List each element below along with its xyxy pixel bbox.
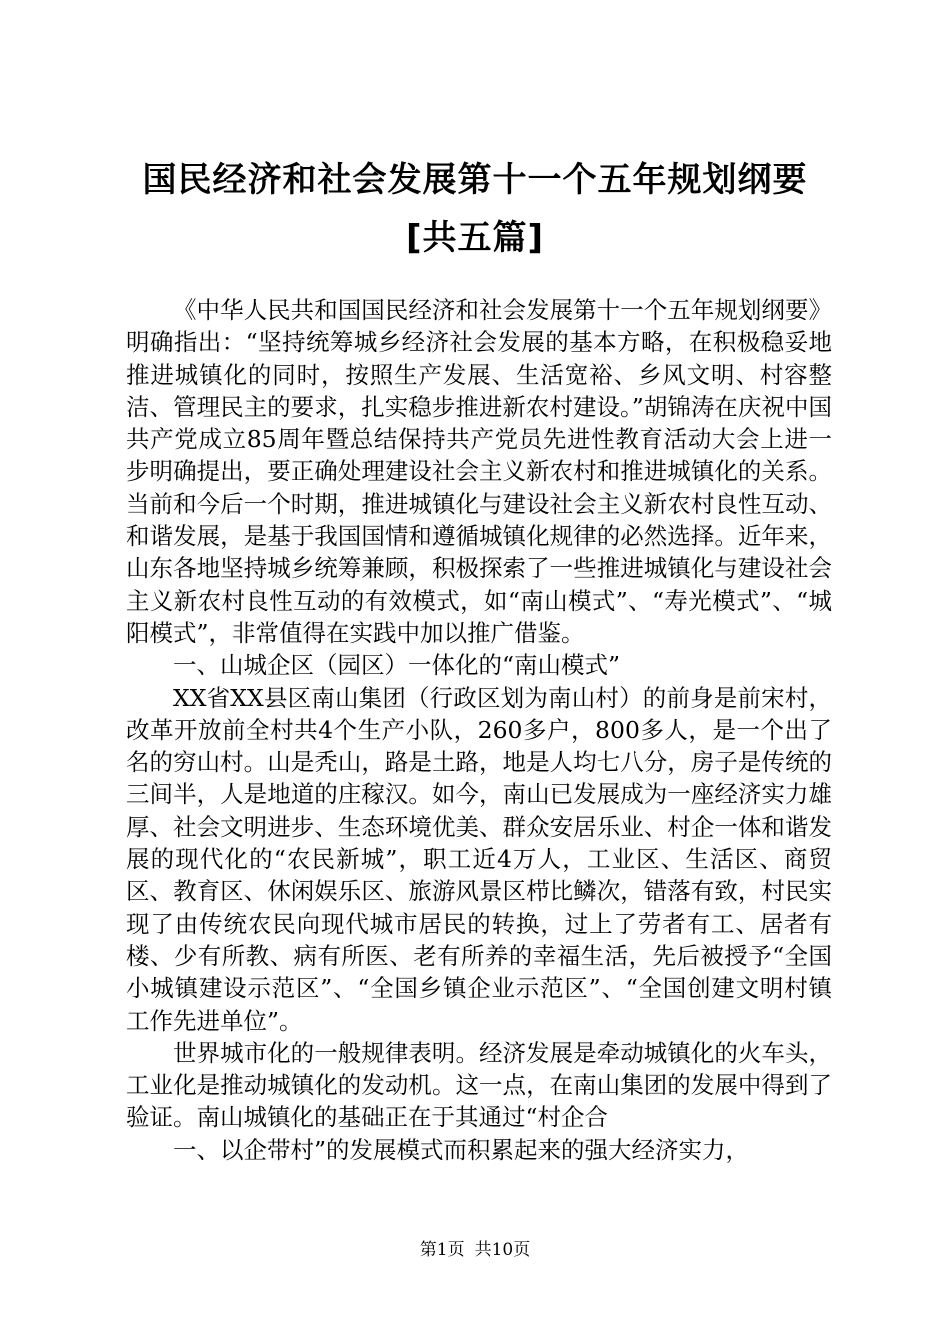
page-footer — [0, 1239, 950, 1261]
document-body — [126, 294, 832, 1166]
paragraph-intro: 《中华人民共和国国民经济和社会发展第十一个五年规划纲要》明确指出：“坚持统筹城乡经济社会发展的基本方略，在积极稳妥地推进城镇化的同时，按照生产发展、生活宽裕、乡风文明、村容整洁、管理民主的要求，扎实稳步推进新农村建设。”胡锦涛在庆祝中国共产党成立85周年暨总结保持共产党员先进性教育活动大会上进一步明确提出，要正确处理建设社会主义新农村和推进城镇化的关系。当前和今后一个时期，推进城镇化与建设社会主义新农村良性互动、和谐发展，是基于我国国情和遵循城镇化规律的必然选择。近年来，山东各地坚持城乡统筹兼顾，积极探索了一些推进城镇化与建设社会主义新农村良性互动的有效模式，如“南山模式”、“寿光模式”、“城阳模式”，非常值得在实践中加以推广借鉴。 — [126, 296, 832, 647]
paragraph-continuation: 一、以企带村”的发展模式而积累起来的强大经济实力， — [173, 1135, 750, 1164]
document-title-subtitle: [共五篇] — [405, 218, 545, 258]
document-title: 国民经济和社会发展第十一个五年规划纲要 — [142, 160, 808, 200]
section-heading-nanshan: 一、山城企区（园区）一体化的“南山模式” — [173, 651, 621, 680]
current-page-number: 第1页 — [419, 1240, 465, 1260]
paragraph-nanshan-history: XX省XX县区南山集团（行政区划为南山村）的前身是前宋村，改革开放前全村共4个生产小队，260多户，800多人，是一个出了名的穷山村。山是秃山，路是土路，地是人均七八分，房子是传统的三间半，人是地道的庄稼汉。如今，南山已发展成为一座经济实力雄厚、社会文明进步、生态环境优美、群众安居乐业、村企一体和谐发展的现代化的“农民新城”，职工近4万人，工业区、生活区、商贸区、教育区、休闲娱乐区、旅游风景区栉比鳞次，错落有致，村民实现了由传统农民向现代城市居民的转换，过上了劳者有工、居者有楼、少有所教、病有所医、老有所养的幸福生活，先后被授予“全国小城镇建设示范区”、“全国乡镇企业示范区”、“全国创建文明村镇工作先进单位”。 — [126, 683, 832, 1035]
total-page-count: 共10页 — [474, 1240, 531, 1260]
paragraph-urbanization-law: 世界城市化的一般规律表明。经济发展是牵动城镇化的火车头，工业化是推动城镇化的发动机。这一点，在南山集团的发展中得到了验证。南山城镇化的基础正在于其通过“村企合 — [126, 1038, 832, 1132]
